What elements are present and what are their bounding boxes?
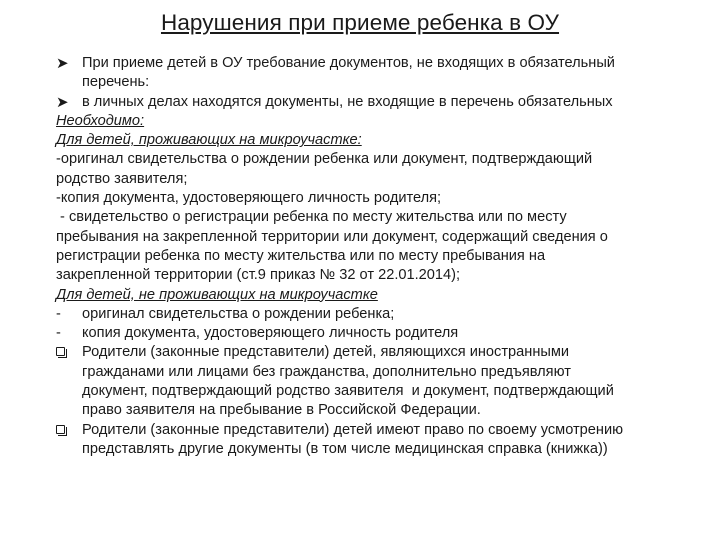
residents-item-3-line-2: пребывания на закрепленной территории или документ, содержащий сведения о <box>56 228 608 245</box>
nonresidents-item-1-text: оригинал свидетельства о рождении ребенка; <box>82 305 395 322</box>
arrowhead-bullet-icon: ➤ <box>56 93 69 111</box>
arrow-bullet-2 <box>56 93 688 112</box>
residents-item-1-line-1: -оригинал свидетельства о рождении ребенка или документ, подтверждающий <box>56 151 593 168</box>
dash-bullet: - <box>56 325 61 342</box>
slide-title: Нарушения при приеме ребенка в ОУ <box>160 10 560 35</box>
residents-item-1-line-2: родство заявителя; <box>56 170 188 187</box>
residents-item-2: -копия документа, удостоверяющего личность родителя; <box>56 190 442 207</box>
box-2-line-1: Родители (законные представители) детей имеют право по своему усмотрению <box>82 421 624 438</box>
bullet-1-line-2: перечень: <box>82 74 150 91</box>
nonresidents-item-2-text: копия документа, удостоверяющего личность родителя <box>82 325 459 342</box>
box-bullet-1 <box>56 343 688 420</box>
bullet-2-line-1: в личных делах находятся документы, не входящие в перечень обязательных <box>82 93 613 110</box>
residents-item-3-line-4: закрепленной территории (ст.9 приказ № 32 от 22.01.2014); <box>56 267 461 284</box>
nonresidents-item-1 <box>56 305 688 324</box>
arrowhead-bullet-icon: ➤ <box>56 55 69 72</box>
nonresidents-item-2 <box>56 324 688 343</box>
box-1-line-4: право заявителя на пребывание в Российской Федерации. <box>82 402 481 419</box>
residents-item-3-line-1: - свидетельство о регистрации ребенка по месту жительства или по месту <box>56 209 567 226</box>
box-1-line-1: Родители (законные представители) детей, являющихся иностранными <box>82 344 570 361</box>
residents-item-3-line-3: регистрации ребенка по месту жительства или по месту пребывания на <box>56 247 546 264</box>
dash-bullet: - <box>56 305 61 322</box>
box-2-line-2: представлять другие документы (в том числе медицинская справка (книжка)) <box>82 440 608 457</box>
necessary-heading: Необходимо: <box>56 112 145 129</box>
nonresidents-heading: Для детей, не проживающих на микроучастке <box>56 286 378 303</box>
box-1-line-3: документ, подтверждающий родство заявителя и документ, подтверждающий <box>82 383 614 400</box>
slide-content <box>56 54 688 459</box>
square-bullet-icon <box>56 425 65 434</box>
residents-heading: Для детей, проживающих на микроучастке: <box>56 132 362 149</box>
bullet-1-line-1: При приеме детей в ОУ требование документов, не входящих в обязательный <box>82 55 615 71</box>
arrow-bullet-1 <box>56 54 688 93</box>
box-bullet-2 <box>56 421 688 460</box>
box-1-line-2: гражданами или лицами без гражданства, дополнительно предъявляют <box>82 363 571 380</box>
square-bullet-icon <box>56 347 65 356</box>
